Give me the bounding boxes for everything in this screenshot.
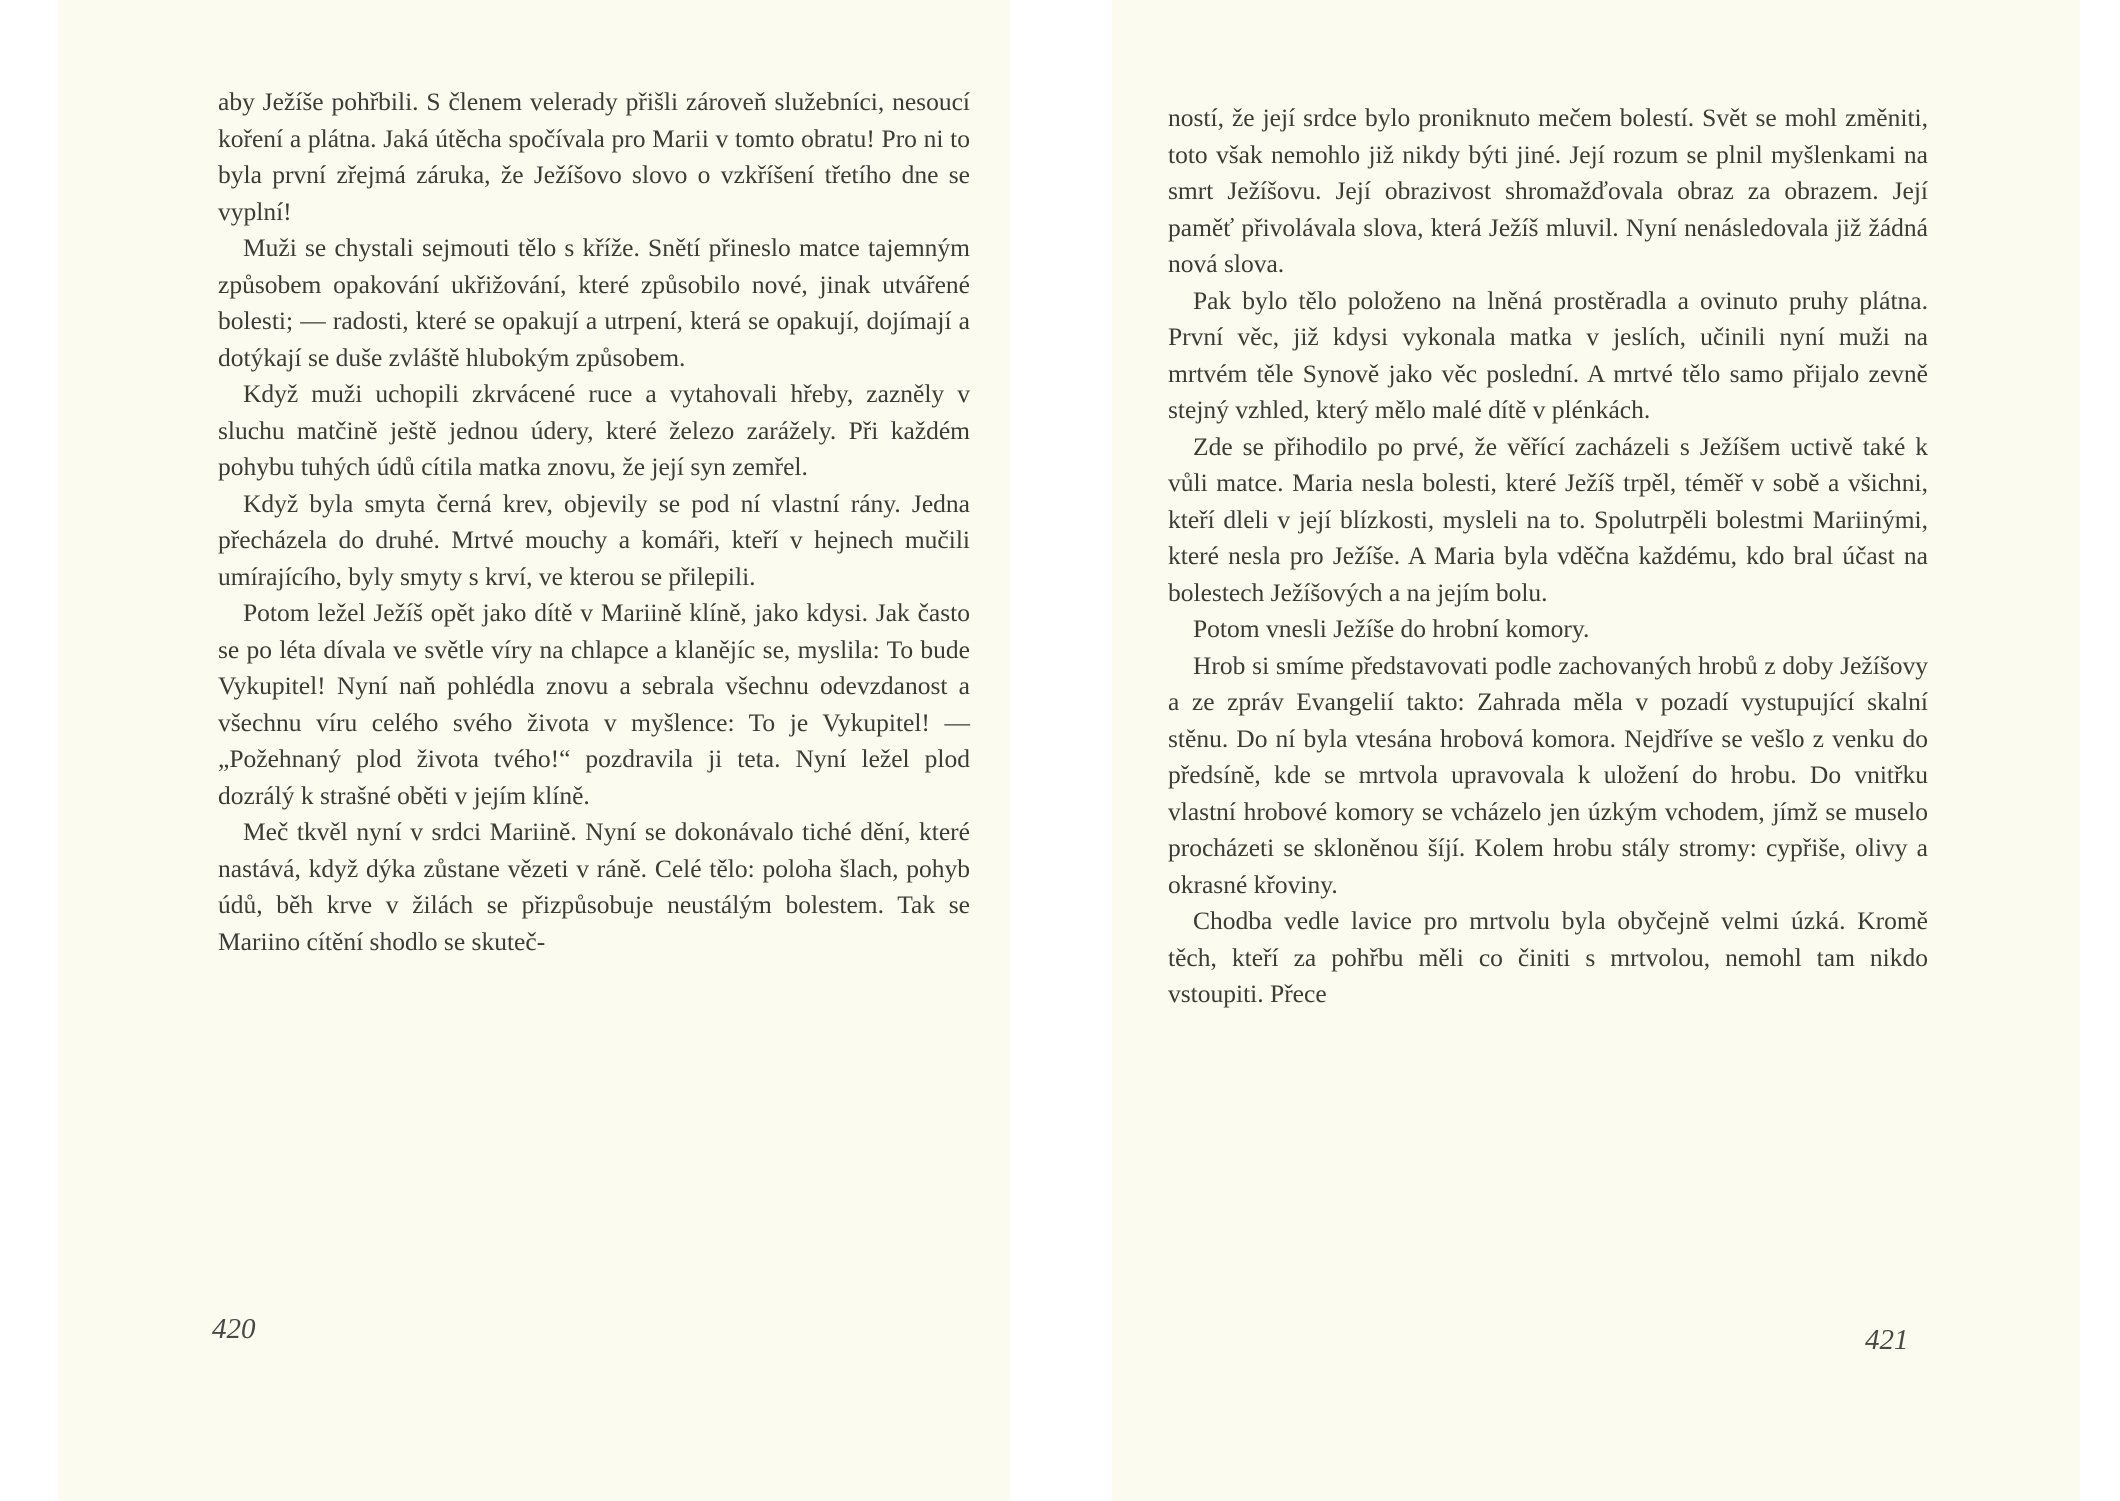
paragraph: Zde se přihodilo po prvé, že věřící zacházeli s Ježíšem uctivě také k vůli matce. Maria nesla bolesti, které Ježíš trpěl, téměř v sobě a všichni, kteří dleli v její blízkosti, mysleli na to. Spolutrpěli bolestmi Mariinými, které nesla pro Ježíše. A Maria byla vděčna každému, kdo bral účast na bolestech Ježíšových a na jejím bolu. [1168, 431, 1928, 607]
book-gutter [1010, 0, 1112, 1501]
paragraph: Chodba vedle lavice pro mrtvolu byla obyčejně velmi úzká. Kromě těch, kteří za pohřbu měli co činiti s mrtvolou, nemohl tam nikdo vstoupiti. Přece [1168, 906, 1928, 1008]
left-page-text [218, 84, 970, 960]
paragraph: Když byla smyta černá krev, objevily se pod ní vlastní rány. Jedna přecházela do druhé. Mrtvé mouchy a komáři, kteří v hejnech mučili umírajícího, byly smyty s krví, ve kterou se přilepili. [218, 488, 970, 591]
right-page-text [1168, 100, 1928, 1013]
paragraph: Meč tkvěl nyní v srdci Mariině. Nyní se dokonávalo tiché dění, které nastává, když dýka zůstane vězeti v ráně. Celé tělo: poloha šlach, pohyb údů, běh krve v žilách se přizpůsobuje neustálým bolestem. Tak se Mariino cítění shodlo se skuteč- [218, 817, 970, 956]
paragraph: Potom vnesli Ježíše do hrobní komory. [1193, 614, 1590, 643]
paragraph: Když muži uchopili zkrvácené ruce a vytahovali hřeby, zazněly v sluchu matčině ještě jednou údery, které železo zarážely. Při každém pohybu tuhých údů cítila matka znovu, že její syn zemřel. [218, 379, 970, 481]
paragraph: Hrob si smíme představovati podle zachovaných hrobů z doby Ježíšovy a ze zpráv Evangelií takto: Zahrada měla v pozadí vystupující skalní stěnu. Do ní byla vtesána hrobová komora. Nejdříve se vešlo z venku do předsíně, kde se mrtvola upravovala k uložení do hrobu. Do vnitřku vlastní hrobové komory se vcházelo jen úzkým vchodem, jímž se muselo procházeti se skloněnou šíjí. Kolem hrobu stály stromy: cypřiše, olivy a okrasné křoviny. [1168, 650, 1928, 899]
page-number-right: 421 [1865, 1324, 1909, 1356]
paragraph: aby Ježíše pohřbili. S členem velerady přišli zároveň služebníci, nesoucí koření a plátna. Jaká útěcha spočívala pro Marii v tomto obratu! Pro ni to byla první zřejmá záruka, že Ježíšovo slovo o vzkříšení třetího dne se vyplní! [218, 87, 970, 226]
page-number-left: 420 [212, 1313, 256, 1345]
paragraph: Muži se chystali sejmouti tělo s kříže. Snětí přineslo matce tajemným způsobem opakování ukřižování, které způsobilo nové, jinak utvářené bolesti; — radosti, které se opakují a utrpení, která se opakují, dojímají a dotýkají se duše zvláště hlubokým způsobem. [218, 233, 970, 372]
paragraph: Potom ležel Ježíš opět jako dítě v Mariině klíně, jako kdysi. Jak často se po léta dívala ve světle víry na chlapce a klanějíc se, myslila: To bude Vykupitel! Nyní naň pohlédla znovu a sebrala všechnu odevzdanost a všechnu víru celého svého života v myšlence: To je Vykupitel! — „Požehnaný plod života tvého!“ pozdravila ji teta. Nyní ležel plod dozrálý k strašné oběti v jejím klíně. [218, 598, 970, 810]
paragraph: Pak bylo tělo položeno na lněná prostěradla a ovinuto pruhy plátna. První věc, již kdysi vykonala matka v jeslích, učinili nyní muži na mrtvém těle Synově jako věc poslední. A mrtvé tělo samo přijalo zevně stejný vzhled, který mělo malé dítě v plénkách. [1168, 285, 1928, 424]
paragraph: ností, že její srdce bylo proniknuto mečem bolestí. Svět se mohl změniti, toto však nemohlo již nikdy býti jiné. Její rozum se plnil myšlenkami na smrt Ježíšovu. Její obrazivost shromažďovala obraz za obrazem. Její paměť přivolávala slova, která Ježíš mluvil. Nyní nenásledovala již žádná nová slova. [1168, 103, 1928, 278]
